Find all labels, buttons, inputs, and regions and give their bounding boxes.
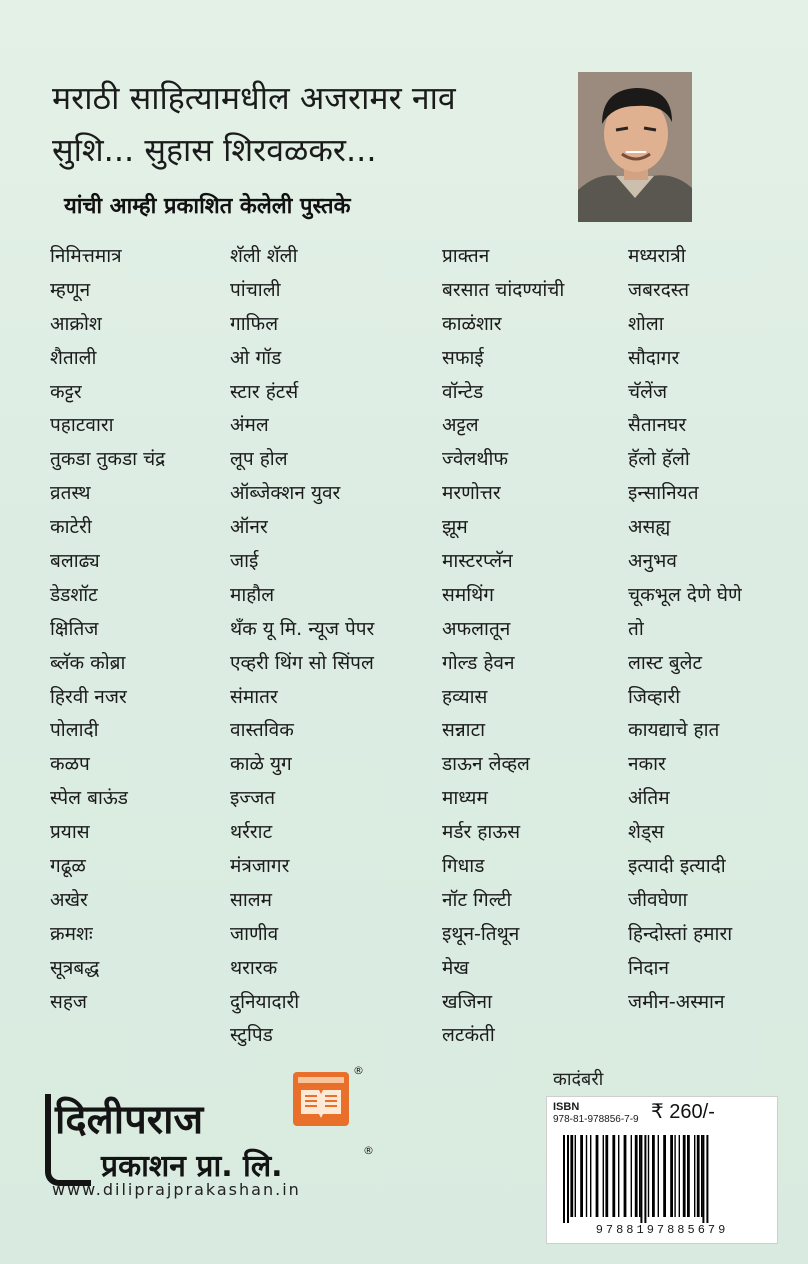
barcode-bar [670, 1135, 673, 1217]
book-title: मर्डर हाऊस [442, 821, 521, 844]
book-title: बलाढ्य [50, 550, 100, 573]
barcode-bar [603, 1135, 604, 1217]
book-title: ऑब्जेक्शन युवर [230, 482, 341, 505]
book-title: शेड्स [628, 821, 664, 844]
book-title: तुकडा तुकडा चंद्र [50, 448, 166, 471]
barcode-bar [612, 1135, 615, 1217]
book-title: इज्जत [230, 787, 276, 810]
isbn-barcode-box [546, 1096, 778, 1244]
barcode-bar [631, 1135, 632, 1217]
book-title: सफाई [442, 346, 484, 369]
book-title: थँक यू मि. न्यूज पेपर [230, 617, 375, 640]
book-title: काळे युग [230, 753, 292, 776]
book-title: चॅलेंज [628, 380, 668, 403]
book-title: सन्नाटा [442, 719, 486, 742]
barcode-bar [605, 1135, 608, 1217]
book-title: शैताली [50, 346, 97, 369]
barcode-graphic [559, 1135, 765, 1223]
book-title: डाऊन लेव्हल [442, 753, 530, 776]
book-title: हिरवी नजर [50, 685, 127, 708]
book-title: इथून-तिथून [442, 922, 520, 945]
open-book-icon [293, 1072, 349, 1126]
book-title: गढूळ [50, 855, 86, 878]
book-title: स्पेल बाऊंड [50, 787, 128, 810]
book-title: खजिना [442, 990, 493, 1013]
price: ₹ 260/- [651, 1101, 715, 1123]
book-title: संमातर [230, 685, 278, 708]
book-title: नॉट गिल्टी [442, 888, 512, 911]
barcode-bar [586, 1135, 587, 1217]
publisher-website: www.diliprajprakashan.in [52, 1180, 301, 1199]
headline-line-1: मराठी साहित्यामधील अजरामर नाव [52, 79, 456, 117]
book-title: थर्रराट [230, 821, 273, 844]
book-title: मेख [442, 956, 469, 979]
barcode-bar [563, 1135, 565, 1223]
book-title: एव्हरी थिंग सो सिंपल [230, 651, 374, 674]
registered-mark-name: ® [363, 1144, 374, 1157]
book-title: अनुभव [628, 550, 677, 573]
barcode-bar [687, 1135, 690, 1217]
book-title: मध्यरात्री [628, 245, 686, 267]
barcode-bar [679, 1135, 680, 1217]
book-title: जाई [230, 550, 259, 573]
book-title: मरणोत्तर [442, 482, 501, 505]
book-title: लटकंती [442, 1024, 495, 1047]
barcode-bar [567, 1135, 569, 1223]
book-title: स्टुपिड [230, 1024, 273, 1047]
book-title: पांचाली [230, 278, 281, 301]
barcode-bar [652, 1135, 655, 1217]
book-title: सूत्रबद्ध [50, 956, 100, 979]
book-title: शॅली शॅली [230, 245, 298, 267]
book-title: आक्रोश [50, 312, 102, 335]
registered-mark-logo: ® [353, 1064, 364, 1077]
book-title: सालम [230, 888, 273, 911]
barcode-bar [694, 1135, 695, 1217]
barcode-bar [640, 1135, 642, 1223]
book-title: झूम [442, 516, 468, 539]
book-title: माहौल [230, 583, 275, 606]
book-title: इत्यादी इत्यादी [628, 855, 726, 878]
book-title: कायद्याचे हात [628, 719, 720, 742]
book-title: कळप [50, 753, 90, 776]
barcode-bar [697, 1135, 700, 1217]
book-title: काटेरी [50, 516, 92, 539]
barcode-bar [590, 1135, 591, 1217]
book-title: निमित्तमात्र [50, 245, 122, 267]
book-title: क्रमशः [50, 922, 93, 945]
book-title: अंतिम [628, 787, 670, 810]
book-title: ज्वेलथीफ [442, 448, 509, 471]
titles-column-4 [628, 240, 742, 1019]
barcode-bar [658, 1135, 659, 1217]
book-title: लास्ट बुलेट [628, 651, 703, 674]
book-title: डेडशॉट [50, 583, 98, 606]
book-title: अखेर [50, 888, 88, 911]
book-title: इन्सानियत [628, 482, 699, 505]
barcode-bar [683, 1135, 686, 1217]
barcode-bar [635, 1135, 638, 1217]
book-title: दुनियादारी [230, 990, 300, 1013]
book-title: म्हणून [50, 278, 91, 301]
isbn-number: 978-81-978856-7-9 [553, 1114, 639, 1125]
barcode-bar [701, 1135, 702, 1217]
book-title: वास्तविक [230, 719, 294, 742]
book-title: हिन्दोस्तां हमारा [628, 922, 733, 945]
book-title: लूप होल [230, 448, 288, 471]
headline-line-2: सुशि... सुहास शिरवळकर... [52, 131, 377, 169]
book-title: प्राक्तन [442, 245, 490, 267]
barcode-bar [570, 1135, 573, 1217]
book-title: अट्टल [442, 414, 479, 437]
publisher-name-line-1: दिलीपराज [55, 1097, 204, 1143]
book-title: वॉन्टेड [442, 380, 484, 403]
barcode-bar [644, 1135, 646, 1223]
titles-column-1 [50, 240, 165, 1019]
book-title: जीवघेणा [628, 888, 688, 911]
book-title: ओ गॉड [230, 346, 282, 369]
book-title: अफलातून [442, 617, 511, 640]
publisher-name-line-2: प्रकाशन प्रा. लि. [101, 1149, 283, 1184]
barcode-bar [624, 1135, 627, 1217]
book-title: काळंशार [442, 312, 502, 335]
book-title: बरसात चांदण्यांची [442, 278, 565, 301]
barcode-bar [663, 1135, 666, 1217]
book-title: कट्टर [50, 380, 82, 403]
book-title: चूकभूल देणे घेणे [628, 583, 742, 606]
book-title: सहज [50, 990, 88, 1013]
barcode-bar [580, 1135, 583, 1217]
book-title: माध्यम [442, 787, 488, 810]
barcode-bar [674, 1135, 675, 1217]
book-title: अंमल [230, 414, 269, 437]
book-title: शोला [628, 312, 664, 335]
book-title: ऑनर [230, 516, 268, 539]
book-title: क्षितिज [50, 617, 99, 640]
book-title: नकार [628, 753, 666, 776]
book-title: गिधाड [442, 855, 485, 878]
book-title: निदान [628, 956, 670, 979]
book-title: जिव्हारी [628, 685, 681, 708]
book-title: जबरदस्त [628, 278, 690, 301]
book-title: ब्लॅक कोब्रा [50, 651, 126, 674]
barcode-digits: 9788197885679 [595, 1223, 729, 1237]
book-title: मास्टरप्लॅन [442, 550, 513, 573]
book-title: जाणीव [230, 922, 279, 945]
barcode-bar [706, 1135, 708, 1223]
barcode-bar [575, 1135, 576, 1217]
book-title: हॅलो हॅलो [628, 448, 690, 471]
barcode-bar [596, 1135, 599, 1217]
book-title: प्रयास [50, 821, 90, 844]
isbn-label: ISBN [553, 1101, 580, 1113]
book-title: सौदागर [628, 346, 680, 369]
book-title: तो [628, 617, 644, 640]
titles-column-2 [230, 240, 374, 1053]
book-title: हव्यास [442, 685, 488, 708]
book-title: गोल्ड हेवन [442, 651, 515, 674]
book-title: समथिंग [442, 583, 494, 606]
book-title: थरारक [230, 956, 278, 979]
book-title: मंत्रजागर [230, 855, 290, 878]
titles-column-3 [442, 240, 564, 1053]
barcode-bar [618, 1135, 619, 1217]
barcode-bar [648, 1135, 649, 1217]
book-title: पोलादी [50, 719, 99, 742]
barcode-bar [639, 1135, 640, 1217]
book-title: स्टार हंटर्स [230, 380, 299, 403]
book-title: असह्य [628, 516, 671, 539]
book-title: गाफिल [230, 312, 279, 335]
book-title: व्रतस्थ [50, 482, 91, 505]
book-title: जमीन-अस्मान [628, 990, 725, 1013]
genre-label: कादंबरी [553, 1069, 604, 1090]
barcode-bar [702, 1135, 704, 1223]
book-title: सैतानघर [628, 414, 687, 437]
author-photo [578, 72, 692, 222]
published-books-heading: यांची आम्ही प्रकाशित केलेली पुस्तके [64, 194, 351, 219]
book-title: पहाटवारा [50, 414, 114, 437]
